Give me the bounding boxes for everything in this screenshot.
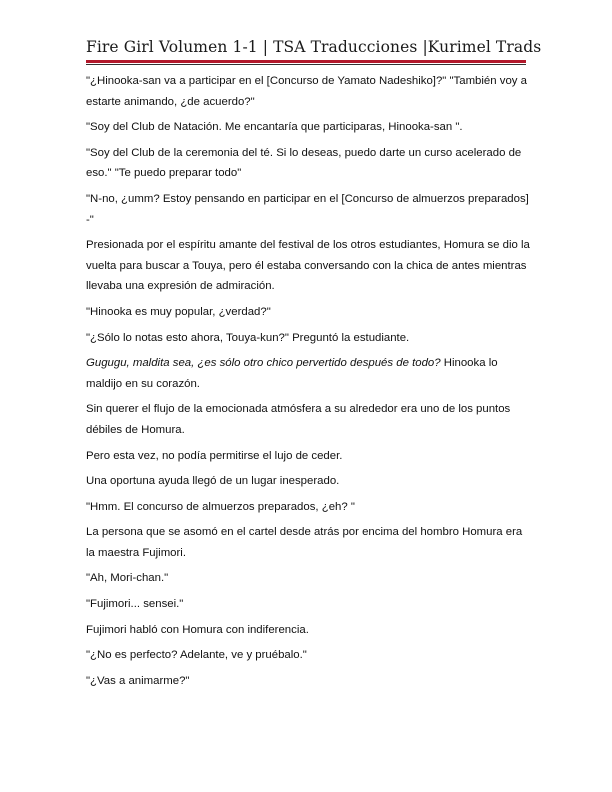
header-rule-thin xyxy=(86,64,526,65)
paragraph-inner-thought xyxy=(86,353,534,394)
paragraph: "Hmm. El concurso de almuerzos preparados, ¿eh? " xyxy=(86,500,355,513)
paragraph: "¿Vas a animarme?" xyxy=(86,674,190,687)
paragraph: Fujimori habló con Homura con indiferencia. xyxy=(86,623,309,636)
paragraph: "¿Sólo lo notas esto ahora, Touya-kun?" Preguntó la estudiante. xyxy=(86,331,410,344)
paragraph: Sin querer el flujo de la emocionada atmósfera a su alrededor era uno de los puntos débiles de Homura. xyxy=(86,403,511,436)
inner-thought-rest: Hinooka lo maldijo en su corazón. xyxy=(86,357,498,390)
paragraph: "Fujimori... sensei." xyxy=(86,598,184,611)
paragraph: "Soy del Club de la ceremonia del té. Si lo deseas, puedo darte un curso acelerado de eso." "Te puedo preparar todo" xyxy=(86,146,522,180)
paragraph: "N-no, ¿umm? Estoy pensando en participar en el [Concurso de almuerzos preparados] -" xyxy=(86,192,529,226)
paragraph: "¿No es perfecto? Adelante, ve y pruébalo." xyxy=(86,649,307,662)
header-rule-accent xyxy=(86,60,526,63)
inner-thought-italic: Gugugu, maldita sea, ¿es sólo otro chico pervertido después de todo? xyxy=(86,357,441,370)
paragraph: Pero esta vez, no podía permitirse el lujo de ceder. xyxy=(86,449,343,462)
paragraph: "Hinooka es muy popular, ¿verdad?" xyxy=(86,305,271,318)
page-header-title: Fire Girl Volumen 1-1 | TSA Traducciones |Kurimel Trads xyxy=(86,38,542,56)
paragraph: Una oportuna ayuda llegó de un lugar inesperado. xyxy=(86,475,340,488)
body-text xyxy=(86,71,534,696)
paragraph: Presionada por el espíritu amante del festival de los otros estudiantes, Homura se dio la vuelta para buscar a Touya, pero él estaba conversando con la chica de antes mientras llevaba una expresión de admiración. xyxy=(86,239,530,293)
paragraph: "Soy del Club de Natación. Me encantaría que participaras, Hinooka-san ". xyxy=(86,121,463,134)
paragraph: La persona que se asomó en el cartel desde atrás por encima del hombro Homura era la maestra Fujimori. xyxy=(86,526,523,559)
paragraph: "Ah, Mori-chan." xyxy=(86,572,169,585)
paragraph: "¿Hinooka-san va a participar en el [Concurso de Yamato Nadeshiko]?" "También voy a estarte animando, ¿de acuerdo?" xyxy=(86,75,527,108)
